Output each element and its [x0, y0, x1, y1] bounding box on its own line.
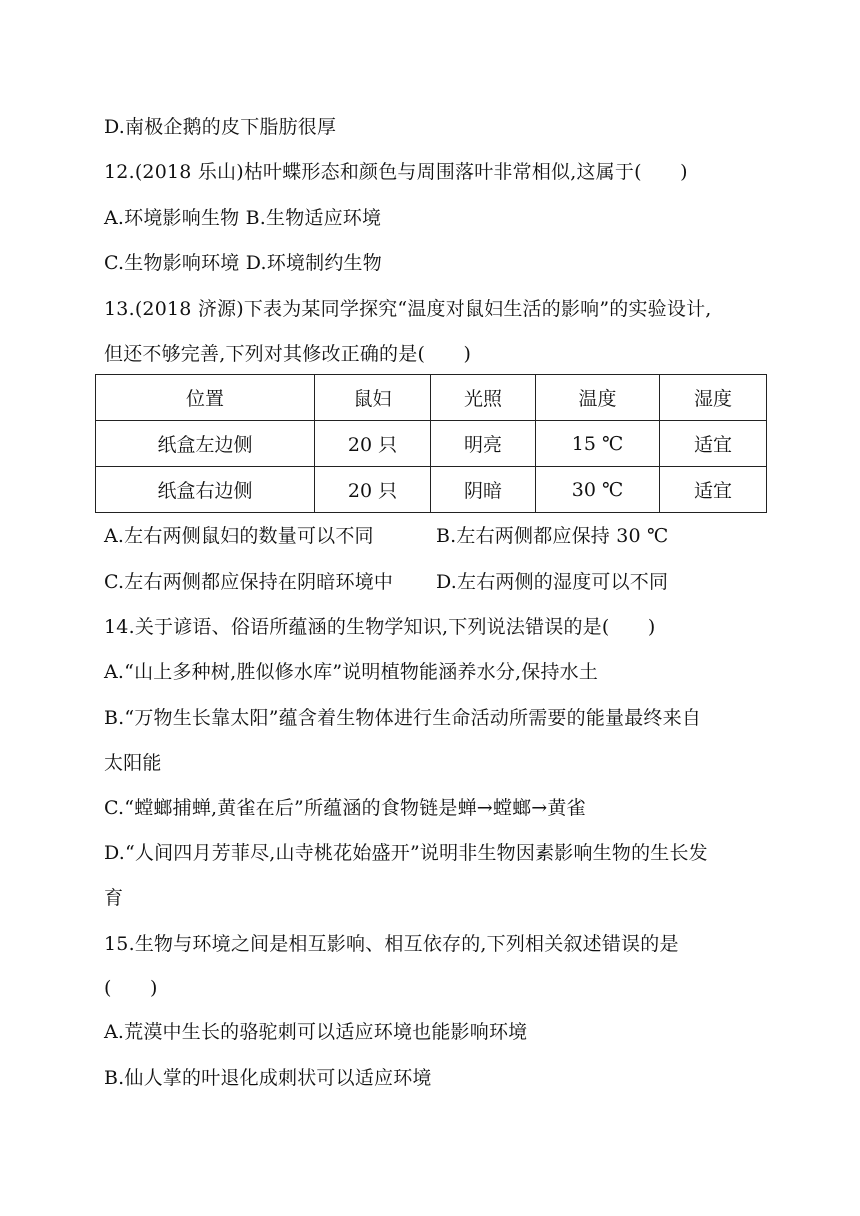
- table-cell: 适宜: [660, 467, 767, 513]
- table-cell: 20 只: [315, 467, 431, 513]
- q13-stem-line1: 13.(2018 济源)下表为某同学探究“温度对鼠妇生活的影响”的实验设计,: [104, 298, 712, 320]
- table-cell: 15 ℃: [536, 421, 660, 467]
- q15-stem-line1: 15.生物与环境之间是相互影响、相互依存的,下列相关叙述错误的是: [104, 933, 679, 955]
- q14-option-a: A.“山上多种树,胜似修水库”说明植物能涵养水分,保持水土: [104, 661, 599, 683]
- q13-option-b: B.左右两侧都应保持 30 ℃: [436, 525, 669, 547]
- table-cell: 适宜: [660, 421, 767, 467]
- q14-stem: 14.关于谚语、俗语所蕴涵的生物学知识,下列说法错误的是( ): [104, 616, 656, 638]
- table-cell: 纸盒左边侧: [96, 421, 315, 467]
- q13-option-a: A.左右两侧鼠妇的数量可以不同: [104, 525, 374, 547]
- q14-option-d-line2: 育: [104, 887, 124, 909]
- experiment-table: [95, 374, 766, 513]
- q15-stem-line2: ( ): [104, 977, 158, 999]
- table-cell: 纸盒右边侧: [96, 467, 315, 513]
- q13-option-c: C.左右两侧都应保持在阴暗环境中: [104, 571, 394, 593]
- q12-options-cd: C.生物影响环境 D.环境制约生物: [104, 252, 382, 274]
- q11-option-d: D.南极企鹅的皮下脂肪很厚: [104, 116, 337, 138]
- q13-stem-line2: 但还不够完善,下列对其修改正确的是( ): [104, 343, 472, 365]
- q14-option-d-line1: D.“人间四月芳菲尽,山寺桃花始盛开”说明非生物因素影响生物的生长发: [104, 842, 708, 864]
- table-row: [96, 421, 767, 467]
- q12-stem: 12.(2018 乐山)枯叶蝶形态和颜色与周围落叶非常相似,这属于( ): [104, 161, 688, 183]
- table-cell: 30 ℃: [536, 467, 660, 513]
- table-header-cell: 鼠妇: [315, 375, 431, 421]
- q14-option-b-line2: 太阳能: [104, 752, 162, 774]
- table-header-row: [96, 375, 767, 421]
- table-header-cell: 位置: [96, 375, 315, 421]
- q15-option-a: A.荒漠中生长的骆驼刺可以适应环境也能影响环境: [104, 1021, 528, 1043]
- q15-option-b: B.仙人掌的叶退化成刺状可以适应环境: [104, 1067, 432, 1089]
- table-header-cell: 湿度: [660, 375, 767, 421]
- q14-option-c: C.“螳螂捕蝉,黄雀在后”所蕴涵的食物链是蝉→螳螂→黄雀: [104, 797, 586, 819]
- q13-option-d: D.左右两侧的湿度可以不同: [436, 571, 669, 593]
- table-cell: 20 只: [315, 421, 431, 467]
- table-row: [96, 467, 767, 513]
- table-header-cell: 光照: [431, 375, 536, 421]
- table-cell: 明亮: [431, 421, 536, 467]
- table-cell: 阴暗: [431, 467, 536, 513]
- q12-options-ab: A.环境影响生物 B.生物适应环境: [104, 207, 382, 229]
- q14-option-b-line1: B.“万物生长靠太阳”蕴含着生物体进行生命活动所需要的能量最终来自: [104, 707, 702, 729]
- table-header-cell: 温度: [536, 375, 660, 421]
